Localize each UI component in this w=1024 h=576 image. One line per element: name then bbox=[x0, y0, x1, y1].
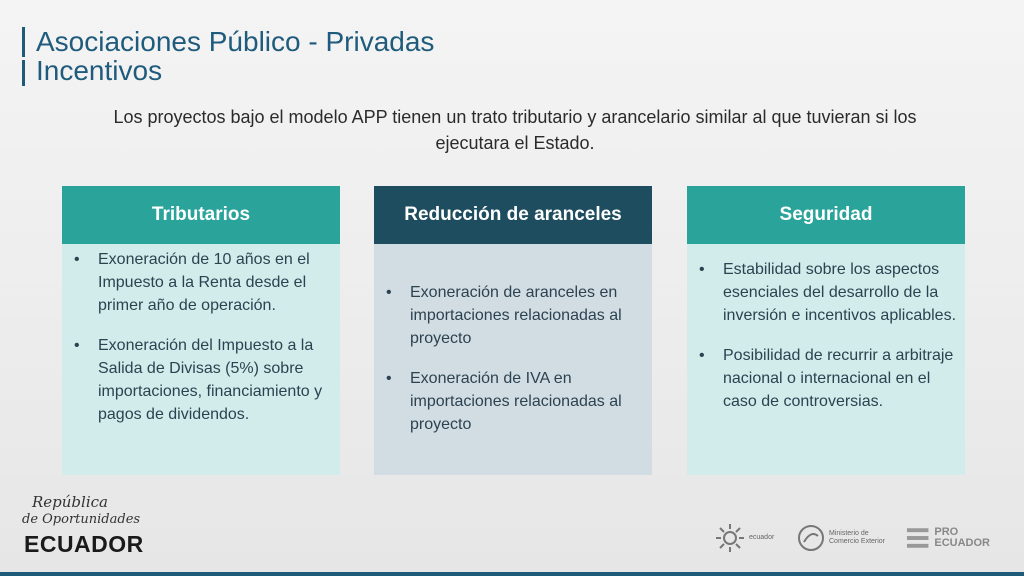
column-header-seguridad: Seguridad bbox=[687, 186, 965, 244]
ministerio-emblem-icon bbox=[797, 524, 825, 552]
column-body-tributarios bbox=[62, 244, 340, 475]
column-header-reduccion-aranceles: Reducción de aranceles bbox=[374, 186, 652, 244]
pro-ecuador-text: PRO ECUADOR bbox=[934, 526, 991, 549]
column-tributarios bbox=[62, 186, 340, 475]
slide-title bbox=[36, 27, 434, 85]
list-item: • Exoneración de IVA en importaciones relacionadas al proyecto bbox=[374, 367, 644, 436]
column-body-seguridad bbox=[687, 244, 965, 475]
ministerio-line2: Comercio Exterior bbox=[829, 538, 886, 545]
title-accent-bar-top bbox=[22, 27, 25, 57]
column-body-reduccion-aranceles bbox=[374, 244, 652, 475]
slide-title-line1: Asociaciones Público - Privadas bbox=[36, 26, 435, 57]
pro-ecuador-logo bbox=[905, 518, 1015, 558]
column-reduccion-aranceles bbox=[374, 186, 652, 475]
ecuador-logo bbox=[715, 518, 774, 558]
title-accent-bars bbox=[22, 27, 28, 85]
bottom-accent-stripe bbox=[0, 572, 1024, 576]
ministerio-logo bbox=[797, 518, 885, 558]
republica-oportunidades-logo bbox=[22, 493, 162, 563]
brand-script-line2: de Oportunidades bbox=[22, 512, 141, 527]
list-item: • Exoneración del Impuesto a la Salida de Divisas (5%) sobre importaciones, financiamiento y pagos de dividendos. bbox=[62, 334, 334, 426]
brand-country-word: ECUADOR bbox=[24, 531, 144, 557]
ministerio-logo-text bbox=[829, 530, 885, 546]
intro-text: Los proyectos bajo el modelo APP tienen un trato tributario y arancelario similar al que tuvieran si los ejecutara el Estado. bbox=[113, 107, 917, 153]
ecuador-logo-label: ecuador bbox=[749, 534, 775, 541]
column-header-tributarios: Tributarios bbox=[62, 186, 340, 244]
footer-logos bbox=[715, 518, 1015, 558]
slide-title-line2: Incentivos bbox=[36, 55, 163, 86]
column-seguridad bbox=[687, 186, 965, 475]
ministerio-line1: Ministerio de bbox=[829, 530, 869, 537]
pro-ecuador-emblem-icon bbox=[905, 525, 930, 551]
list-item: • Exoneración de 10 años en el Impuesto a la Renta desde el primer año de operación. bbox=[62, 248, 334, 317]
ecuador-sun-icon bbox=[715, 523, 745, 553]
list-item: • Exoneración de aranceles en importaciones relacionadas al proyecto bbox=[374, 281, 644, 350]
list-item: • Posibilidad de recurrir a arbitraje nacional o internacional en el caso de controversias. bbox=[687, 344, 959, 413]
brand-script-line1: República bbox=[32, 493, 108, 511]
title-accent-bar-bottom bbox=[22, 60, 25, 86]
list-item: • Estabilidad sobre los aspectos esenciales del desarrollo de la inversión e incentivos aplicables. bbox=[687, 258, 959, 327]
